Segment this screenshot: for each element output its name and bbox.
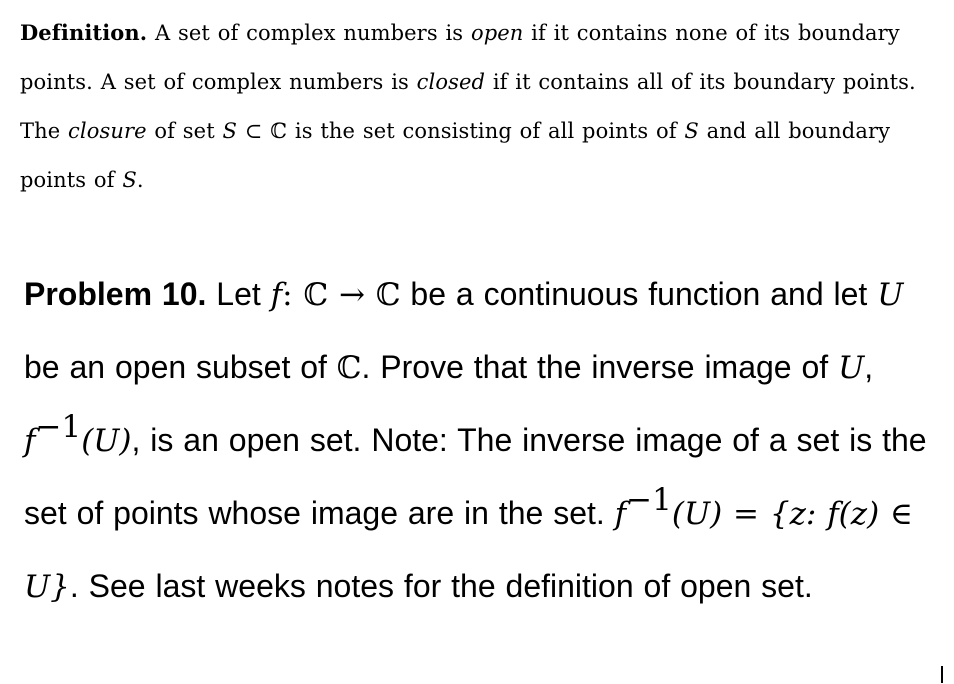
- set-symbol: U: [877, 277, 904, 313]
- preimage-expression: (U): [81, 423, 132, 459]
- problem-text: ,: [864, 349, 874, 385]
- open-term: open: [470, 21, 524, 45]
- definition-heading: Definition.: [20, 20, 148, 45]
- problem-heading: Problem 10.: [24, 276, 207, 312]
- set-symbol: U: [838, 350, 865, 386]
- function-symbol: f: [614, 496, 627, 532]
- problem-text: Let: [206, 276, 271, 312]
- definition-text: A set of complex numbers is: [147, 21, 471, 45]
- problem-text: . Prove that the inverse image of: [361, 349, 839, 385]
- definition-text: and all boundary points of: [20, 119, 891, 192]
- problem-text: . See last weeks notes for the definition of open set.: [69, 568, 813, 604]
- problem-paragraph: [24, 258, 944, 623]
- definition-text: if it contains all of its boundary points. The: [20, 70, 916, 143]
- complex-symbol: ℂ: [375, 277, 401, 313]
- definition-text: is the set consisting of all points of: [287, 119, 685, 143]
- subset-symbol: ⊂: [237, 119, 271, 143]
- complex-symbol: ℂ: [336, 350, 362, 386]
- inverse-exponent: −1: [35, 409, 82, 445]
- function-symbol: f: [270, 277, 283, 313]
- closed-term: closed: [416, 70, 486, 94]
- closure-term: closure: [68, 119, 147, 143]
- problem-text: be an open subset of: [24, 349, 337, 385]
- complex-symbol: ℂ: [303, 277, 329, 313]
- definition-text: of set: [146, 119, 223, 143]
- set-symbol: S: [684, 119, 699, 143]
- set-symbol: S: [122, 168, 137, 192]
- definition-text: if it contains none of its boundary points. A set of complex numbers is: [20, 21, 900, 94]
- set-builder-expression: (U) = {z: f(z) ∈ U}: [24, 496, 913, 605]
- problem-text: be a continuous function and let: [400, 276, 878, 312]
- inverse-exponent: −1: [626, 482, 672, 518]
- definition-paragraph: [20, 8, 932, 205]
- map-colon: :: [282, 277, 304, 313]
- arrow-symbol: →: [328, 277, 376, 313]
- definition-text: .: [136, 168, 144, 192]
- function-symbol: f: [24, 423, 36, 459]
- set-symbol: S: [222, 119, 238, 143]
- problem-text: , is an open set. Note: The inverse image of a set is the set of points whose image are in the set.: [24, 422, 927, 531]
- text-cursor: [941, 666, 943, 683]
- complex-symbol: ℂ: [270, 119, 288, 143]
